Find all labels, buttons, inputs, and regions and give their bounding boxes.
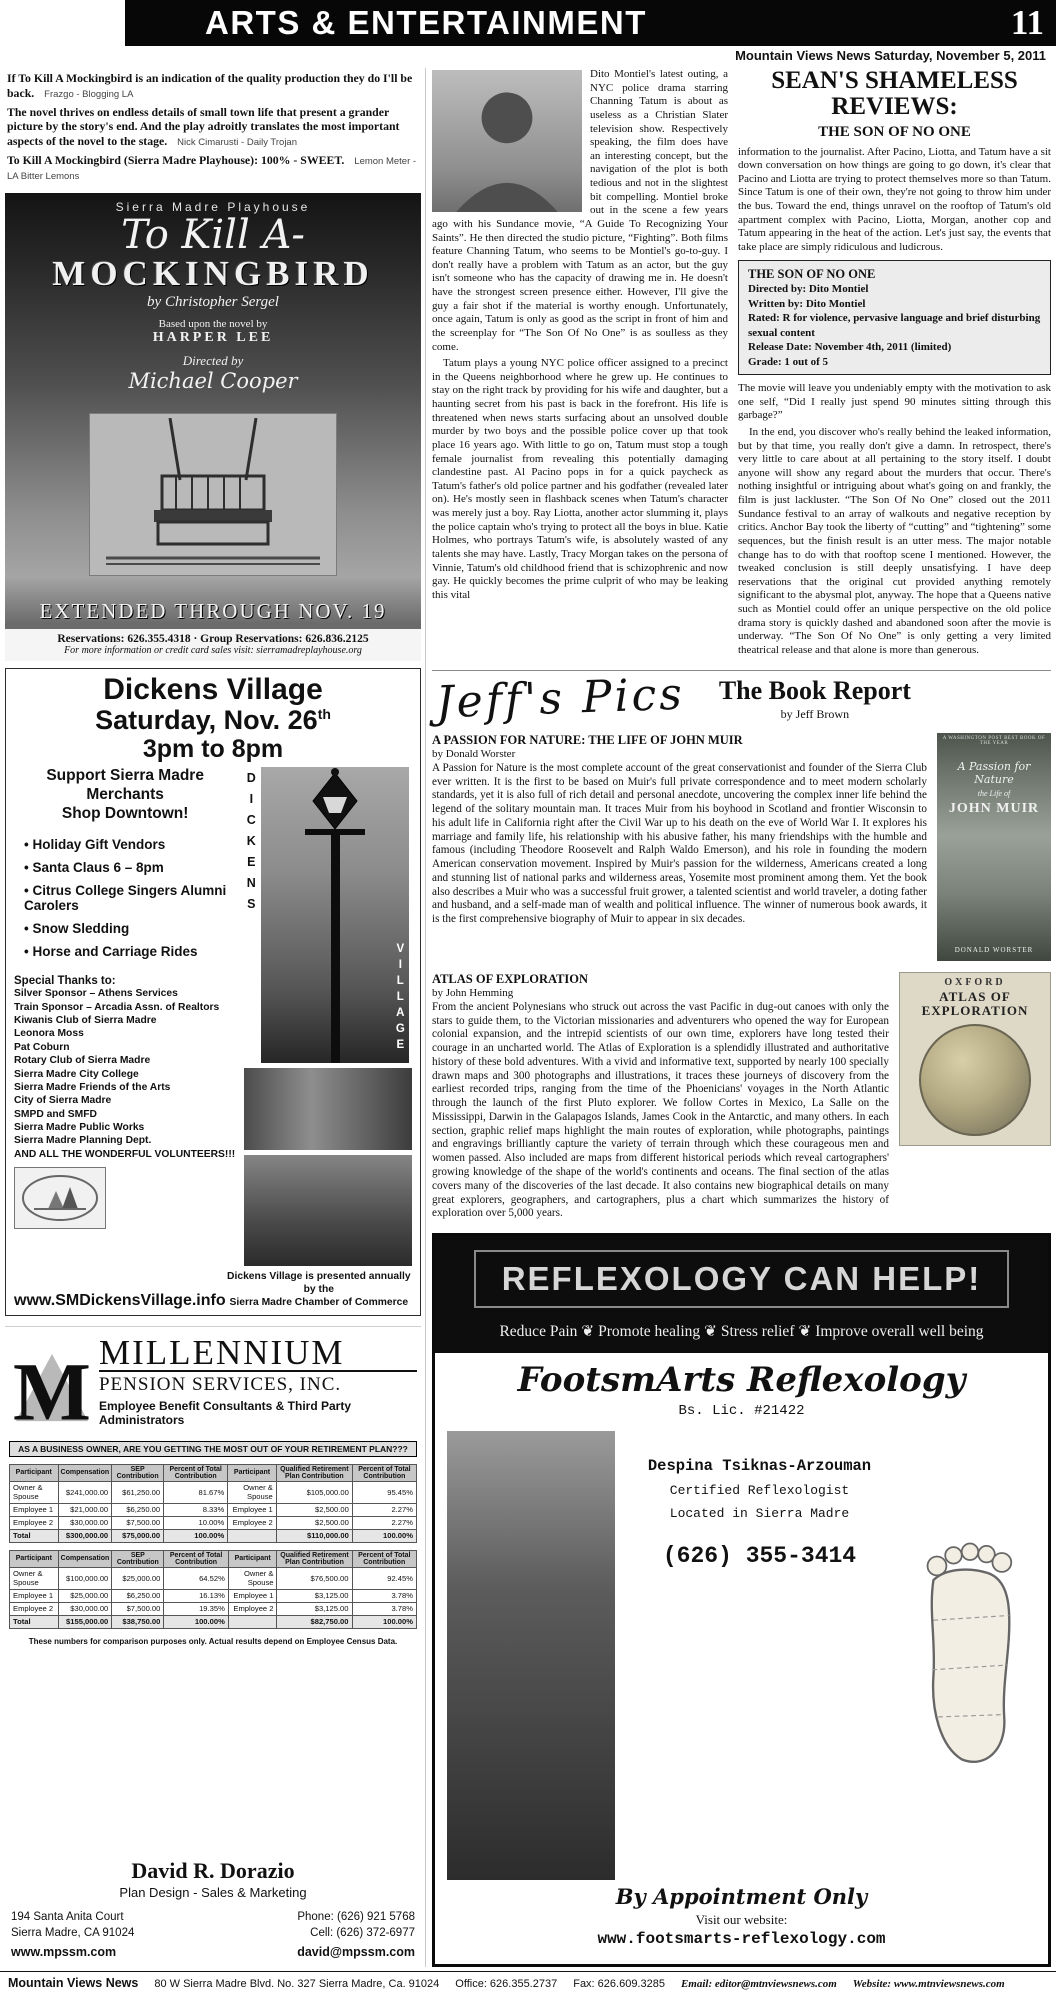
poster-artwork	[5, 393, 421, 595]
book-report-section	[432, 670, 1051, 1221]
dickens-credit-line1: Dickens Village is presented annually by the	[227, 1271, 411, 1295]
reflexology-header	[435, 1236, 1048, 1314]
attraction-item: • Snow Sledding	[24, 921, 236, 936]
jeffs-pics-logo: Jeff's Pics	[435, 668, 686, 728]
dickens-date-ordinal: th	[317, 706, 331, 723]
muir-review-text	[432, 733, 927, 961]
sean-review-section	[432, 68, 1051, 661]
movie-writer: Written by: Dito Montiel	[748, 297, 866, 310]
millennium-contact-role: Plan Design - Sales & Marketing	[119, 1885, 307, 1901]
attraction-item: • Horse and Carriage Rides	[24, 944, 236, 959]
quote-attribution: Frazgo - Blogging LA	[44, 88, 134, 100]
muir-cover-author: DONALD WORSTER	[954, 945, 1034, 954]
muir-cover-subtitle: the Life of	[977, 788, 1011, 798]
chamber-logo-graphic	[20, 1173, 100, 1223]
sponsor-item: City of Sierra Madre	[14, 1095, 112, 1107]
atlas-book-cover	[899, 972, 1051, 1146]
right-column	[425, 68, 1051, 1967]
chamber-of-commerce-logo	[14, 1167, 106, 1229]
muir-cover-title: A Passion for Nature	[957, 759, 1031, 786]
millennium-name-block	[98, 1332, 417, 1431]
review-paragraph: Tatum plays a young NYC police officer assigned to a precinct in the Queens neighborhood where he grew up. He continues to stay on the right track by providing for his wife and daughter, but a haunting secret from his past is back in the forefront. His life is threatened when news starts surfacing about an unsolved double murder by two boys and the possible police cover up that took place 16 years ago. With little to go on, Tatum must stop a tough female journalist from revealing this potentially damaging clandestine past. Al Pacino pops in for a quick paycheck as Tatum's father's old police partner and his godfather (revealed later on). He's mostly seen in flashback scenes when Tatum's character was merely just a boy. Ray Liotta, another actor slumming it, plays the police captain who's trying to protect all the boys in blue. Katie Holmes, who portrays Tatum's wife, is absolutely wasted of any talents she may have. Lastly, Tracy Morgan takes on the persona of Vinnie, Tatum's old childhood friend that is schizophrenic and now gay. He quickly becomes the prime culprit of who may be leaking this vital	[432, 357, 728, 601]
muir-cover-name: JOHN MUIR	[948, 800, 1040, 816]
dickens-date-text: Saturday, Nov. 26	[95, 705, 318, 736]
footer-office-phone: Office: 626.355.2737	[455, 1978, 558, 1990]
foot-chart-illustration	[904, 1431, 1036, 1880]
reflexology-footer	[447, 1880, 1036, 1960]
sponsor-item: Sierra Madre Planning Dept.	[14, 1135, 152, 1147]
review-quote	[7, 153, 419, 183]
dickens-footer	[14, 1271, 412, 1310]
atlas-heading: ATLAS OF EXPLORATION	[432, 971, 589, 986]
atlas-body: From the ancient Polynesians who struck out across the vast Pacific in dug-out canoes with only the stars to guide them, to the Victorian missionaries and adventurers who opened the way for European colonial expansion, and the intrepid scientists of our own time, explorers have long tested their courage in an uncharted world. The Atlas of Exploration is a splendidly illustrated and authoritative history of these bold adventures. With a vivid and informative text, supported by nearly 100 specially drawn maps and 300 photographs and illustrations, it traces these journeys of discovery from the earliest recorded trips, ranging from the time of the Phoenicians' voyages in the North Atlantic through the launch of the first Pluto explorer. We follow Cortes in Mexico, La Salle on the Mississippi, Darwin in the Galapagos Islands, James Cook in the Antarctic, and many others. In each section, graphic relief maps highlight the main routes of exploration, while photographs, paintings and engravings brilliantly capture the variety of terrain through which these courageous men and women passed. Also included are maps from different historical periods which reveal cartographers' growing knowledge of the shape of the world's continents and oceans. The final section of the atlas covers many of the discoveries of the last decade. It also contains new biographical details on many great explorers, geographers, and cartographers, plus a chart which summarizes the history of exploration over 5,000 years.	[432, 1000, 889, 1220]
quote-attribution: Nick Cimarusti - Daily Trojan	[177, 137, 297, 149]
poster-title-main: MOCKINGBIRD	[52, 253, 374, 293]
table-row: Owner & Spouse $241,000.00 $61,250.00 81.67% Owner & Spouse $105,000.00 95.45%	[10, 1481, 417, 1503]
sponsor-item: Sierra Madre City College	[14, 1068, 139, 1080]
reflexologist-credential: Certified Reflexologist	[669, 1482, 850, 1498]
poster-footer	[5, 629, 421, 661]
review-paragraph: Dito Montiel's latest outing, a NYC police drama starring Channing Tatum is about as useless as a Christian Slater television show. Respectively speaking, the film does have an interesting concept, but the navigation of the plot is both tedious and not in the slightest bit compelling. Montiel broke out in the scene a few years ago with his Sundance movie, “A Guide To Recognizing Your Saints”. He then directed the studio picture, “Fighting”. Both films feature Channing Tatum, who seems to be Montiel's go-to-guy. I don't really have a problem with Tatum as an actor, but the guy isn't someone who has the capacity of drawing me in. He doesn't have the strongest screen presence either. However, I'll give the guy a fair shot if the material is worthy enough. Unfortunately, once again, Tatum is only as good as the script in front of him and the screenplay for “The Son Of No One” is as soulless as they come.	[432, 68, 728, 353]
street-lamp-icon	[261, 767, 409, 1063]
playhouse-poster	[5, 193, 421, 661]
movie-title: THE SON OF NO ONE	[748, 266, 876, 281]
reflexology-license: Bs. Lic. #21422	[678, 1402, 805, 1419]
table-header-row: Participant Compensation SEP Contribution Percent of Total Contribution Participant Qualified Retirement Plan Contribution Percent of Total Contribution	[10, 1550, 417, 1567]
poster-extended-notice: EXTENDED THROUGH NOV. 19	[39, 598, 387, 623]
masthead-dateline: Mountain Views News Saturday, November 5, 2011	[735, 48, 1046, 63]
movie-release-date: Release Date: November 4th, 2011 (limited)	[748, 341, 952, 354]
page-footer	[0, 1971, 1056, 1996]
footer-email: Email: editor@mtnviewsnews.com	[680, 1978, 837, 1990]
reflexologist-photo	[447, 1431, 615, 1880]
retirement-plan-table-1	[9, 1464, 417, 1543]
sean-column-1	[432, 68, 728, 661]
reflexology-content-row	[447, 1431, 1036, 1880]
horse-carriage-photo	[244, 1068, 412, 1149]
dickens-village-ad	[5, 668, 421, 1316]
attraction-item: • Holiday Gift Vendors	[24, 837, 236, 852]
porch-swing-drawing	[100, 418, 326, 566]
reflexologist-location: Located in Sierra Madre	[669, 1505, 850, 1521]
poster-based-on: Based upon the novel by	[158, 318, 268, 331]
millennium-contact-block	[9, 1910, 417, 1965]
atlas-review-text	[432, 972, 889, 1221]
millennium-logo-row	[9, 1332, 417, 1431]
page-number: 11	[1010, 3, 1044, 42]
atlas-cover-title: ATLAS OF EXPLORATION	[921, 988, 1029, 1019]
table-row: Total $155,000.00 $38,750.00 100.00% $82,750.00 100.00%	[10, 1615, 417, 1628]
muir-author: by Donald Worster	[432, 747, 516, 760]
reflexologist-info	[629, 1431, 890, 1880]
reflexology-website-label: Visit our website:	[695, 1912, 788, 1927]
muir-cover-banner: A WASHINGTON POST BEST BOOK OF THE YEAR	[942, 735, 1046, 746]
millennium-logo	[9, 1339, 95, 1431]
foot-outline-icon	[915, 1540, 1025, 1770]
millennium-address-block	[11, 1910, 134, 1961]
lamp-photo	[261, 767, 409, 1063]
millennium-email: david@mpssm.com	[297, 1945, 415, 1960]
sponsor-item: SMPD and SMFD	[14, 1108, 97, 1120]
book-review-atlas	[432, 972, 1051, 1221]
review-paragraph: The movie will leave you undeniably empty with the motivation to ask one self, “Did I really just spend 90 minutes sitting through this garbage?”	[738, 382, 1051, 422]
table-row: Total $300,000.00 $75,000.00 100.00% $110,000.00 100.00%	[10, 1529, 417, 1542]
millennium-phone-block	[297, 1910, 415, 1961]
attraction-item: • Citrus College Singers Alumni Carolers	[24, 883, 236, 913]
book-review-muir	[432, 733, 1051, 961]
sponsor-item: Train Sponsor – Arcadia Assn. of Realtors	[14, 1001, 220, 1013]
footer-website: Website: www.mtnviewsnews.com	[852, 1978, 1005, 1990]
reflexologist-name: Despina Tsiknas-Arzouman	[647, 1456, 872, 1475]
page-header	[0, 0, 1056, 66]
review-paragraph: information to the journalist. After Pacino, Liotta, and Tatum have a sit down conversation on how things are going to go down, it's clear that Pacino and Liotta are trying to protect themselves more so than Tatum. Since Tatum is one of their own, they're not going to throw him under the bus. Toward the end, things unravel on the rooftop of Tatum's old apartment complex with Pacino, Liotta, Morgan, another cop and Tatum appearing in the heat of the action. Let's just say, the events that take place are simply ridiculous and ludicrous.	[738, 145, 1051, 253]
poster-venue: Sierra Madre Playhouse	[115, 199, 311, 214]
sponsor-item: Rotary Club of Sierra Madre	[14, 1055, 151, 1067]
movie-grade: Grade: 1 out of 5	[748, 355, 829, 368]
dickens-title: Dickens Village	[103, 672, 323, 706]
section-title: ARTS & ENTERTAINMENT	[205, 4, 647, 41]
review-paragraph: In the end, you discover who's really behind the leaked information, but by that time, you really don't give a damn. In retrospect, there's very little to care about at all pertaining to the story itself. I doubt anyone will show any regard about the murders that occur. There's nothing insightful or intriguing about what's going on and frankly, the film is just lackluster. “The Son Of No One” closed out the 2011 Sundance festival to an array of walkouts and negative reception by critics. Anchor Bay took the liberty of “cutting” and “tightening” some sequences, but the finish result is an utter mess. The major notable change has to do with that rooftop scene I mentioned. However, the tweaked conclusion is still deeply unsatisfying. I have deep reservations that the original cut provided anything remotely significant to the abysmal plot, anyway. The hope that a Queens native such as Montiel could offer an unique perspective on the old police drama story is quickly dashed and abandoned soon after the movie is underway. “The Son Of No One” is only getting a very limited theatrical release and that alone is more than generous.	[738, 425, 1051, 656]
sean-review-title: SEAN'S SHAMELESS REVIEWS:	[771, 67, 1018, 121]
atlas-cover-publisher: OXFORD	[944, 976, 1006, 988]
poster-reservations: Reservations: 626.355.4318 · Group Reservations: 626.836.2125	[57, 632, 369, 645]
table-header-row: Participant Compensation SEP Contribution Percent of Total Contribution Participant Qualified Retirement Plan Contribution Percent of Total Contribution	[10, 1464, 417, 1481]
dickens-left-column	[14, 767, 236, 1266]
atlas-author: by John Hemming	[432, 986, 514, 999]
review-quote	[7, 105, 419, 149]
poster-info-line: For more information or credit card sales visit: sierramadreplayhouse.org	[64, 644, 362, 656]
left-column	[5, 68, 421, 1967]
sponsor-item: Kiwanis Club of Sierra Madre	[14, 1015, 157, 1027]
millennium-website: www.mpssm.com	[11, 1945, 117, 1960]
dickens-credit	[226, 1271, 412, 1310]
sean-columns	[432, 68, 1051, 661]
book-report-title-block	[718, 675, 911, 722]
dickens-website: www.SMDickensVillage.info	[14, 1291, 226, 1309]
millennium-cell: Cell: (626) 372-6977	[310, 1926, 415, 1939]
millennium-subtitle: PENSION SERVICES, INC.	[98, 1373, 342, 1395]
quote-text: The novel thrives on endless details of small town life that present a grander picture by the story's end. And the play adroitly translates the most important aspects of the novel to the stage.	[7, 104, 400, 149]
muir-heading: A PASSION FOR NATURE: THE LIFE OF JOHN MUIR	[432, 732, 743, 747]
retirement-plan-table-2	[9, 1550, 417, 1629]
footer-address: 80 W Sierra Madre Blvd. No. 327 Sierra Madre, Ca. 91024	[154, 1978, 440, 1990]
dickens-support-line1: Support Sierra Madre Merchants	[46, 767, 204, 804]
reflexology-appointment: By Appointment Only	[615, 1884, 868, 1909]
millennium-contact-name: David R. Dorazio	[131, 1858, 295, 1884]
millennium-banner: AS A BUSINESS OWNER, ARE YOU GETTING THE MOST OUT OF YOUR RETIREMENT PLAN???	[9, 1441, 417, 1457]
section-banner	[125, 0, 1056, 46]
mockingbird-review-quotes	[5, 68, 421, 193]
santa-photo	[244, 1155, 412, 1266]
globe-map-graphic	[919, 1024, 1031, 1136]
sponsor-item: Leonora Moss	[14, 1028, 84, 1040]
table-row: Owner & Spouse $100,000.00 $25,000.00 64.52% Owner & Spouse $76,500.00 92.45%	[10, 1567, 417, 1589]
attraction-item: • Santa Claus 6 – 8pm	[24, 860, 236, 875]
reflexology-business-name: FootsmArts Reflexology	[517, 1360, 966, 1401]
poster-title-script: To Kill A-	[121, 211, 305, 258]
millennium-phone: Phone: (626) 921 5768	[297, 1911, 415, 1924]
table-row: Employee 1 $25,000.00 $6,250.00 16.13% Employee 1 $3,125.00 3.78%	[10, 1589, 417, 1602]
reflexology-ad	[432, 1233, 1051, 1967]
sean-review-subtitle: THE SON OF NO ONE	[818, 123, 971, 140]
reflexology-headline: REFLEXOLOGY CAN HELP!	[474, 1250, 1010, 1308]
table-row: Employee 2 $30,000.00 $7,500.00 10.00% Employee 2 $2,500.00 2.27%	[10, 1516, 417, 1529]
sponsor-item: Silver Sponsor – Athens Services	[14, 988, 178, 1000]
sponsor-item: AND ALL THE WONDERFUL VOLUNTEERS!!!	[14, 1148, 236, 1160]
village-vertical-text: VILLAGE	[394, 943, 407, 1056]
dickens-right-column	[244, 767, 412, 1266]
muir-body: A Passion for Nature is the most complete account of the great conservationist and founder of the Sierra Club ever written. It is the first to be based on Muir's full private correspondence and to meet modern scholarly standards, yet it is also full of rich detail and personal anecdote, uncovering the complex inner life behind the legend of the solitary mountain man. It traces Muir from his boyhood in Scotland and frontier Wisconsin to his adult life in California right after the Civil War up to his death on the eve of World War I. It explores his marriage and family life, his relationship with his abusive father, his many friendships with the humble and famous (including Theodore Roosevelt and Ralph Waldo Emerson), and his role in founding the modern American conservation movement. Inspired by Muir's passion for the wilderness, Americans created a long and stunning list of national parks and wilderness areas, Yosemite most prominent among them. Yet the book also describes a Muir who was a successful fruit grower, a talented scientist and world traveler, a doting father and husband, and a self-made man of wealth and political influence. The winner of numerous book awards, it is the first comprehensive biography of Muir to appear in six decades.	[432, 761, 927, 926]
millennium-address-line2: Sierra Madre, CA 91024	[11, 1926, 135, 1939]
book-report-title: The Book Report	[718, 675, 911, 705]
sponsor-item: Sierra Madre Public Works	[14, 1122, 145, 1134]
quote-text: If To Kill A Mockingbird is an indication of the quality production they do I'll be back.	[7, 71, 413, 100]
dickens-sponsor-list	[14, 987, 236, 1161]
dickens-body	[14, 767, 412, 1266]
quote-attribution: Lemon Meter - LA Bitter Lemons	[7, 155, 417, 182]
footer-paper-name: Mountain Views News	[8, 1976, 139, 1990]
porch-swing-illustration	[89, 413, 337, 576]
book-report-header	[432, 668, 1051, 728]
movie-rating: Rated: R for violence, pervasive language and brief disturbing sexual content	[748, 312, 1041, 339]
reflexology-phone: (626) 355-3414	[662, 1542, 857, 1569]
millennium-tagline: Employee Benefit Consultants & Third Party Administrators	[98, 1398, 352, 1427]
sean-column-2	[738, 68, 1051, 661]
dickens-attractions-list	[14, 829, 236, 959]
sponsor-item: Pat Coburn	[14, 1041, 70, 1053]
quote-text: To Kill A Mockingbird (Sierra Madre Playhouse): 100% - SWEET.	[7, 152, 345, 167]
dickens-vertical-text: DICKENS	[244, 771, 259, 919]
table-row: Employee 2 $30,000.00 $7,500.00 19.35% Employee 2 $3,125.00 3.78%	[10, 1602, 417, 1615]
millennium-logo-letter: M	[13, 1345, 91, 1431]
poster-director: Michael Cooper	[128, 369, 298, 394]
reflexology-body	[435, 1353, 1048, 1964]
reviewer-photo	[432, 70, 582, 212]
millennium-pension-ad	[5, 1326, 421, 1967]
millennium-name: MILLENNIUM	[99, 1335, 417, 1372]
sponsor-item: Sierra Madre Friends of the Arts	[14, 1081, 171, 1093]
dickens-time: 3pm to 8pm	[142, 734, 284, 763]
book-report-byline: by Jeff Brown	[780, 706, 850, 721]
footer-fax: Fax: 626.609.3285	[573, 1978, 665, 1990]
dickens-credit-line2: Sierra Madre Chamber of Commerce	[229, 1296, 409, 1308]
poster-directed-by: Directed by	[182, 353, 244, 369]
table-row: Employee 1 $21,000.00 $6,250.00 8.33% Employee 1 $2,500.00 2.27%	[10, 1503, 417, 1516]
page-content	[0, 66, 1056, 1971]
dickens-support-line2: Shop Downtown!	[61, 804, 189, 822]
reflexology-website: www.footsmarts-reflexology.com	[597, 1930, 886, 1948]
millennium-disclaimer: These numbers for comparison purposes only. Actual results depend on Employee Census Data.	[28, 1636, 398, 1646]
muir-book-cover	[937, 733, 1051, 961]
dickens-thanks-heading: Special Thanks to:	[14, 975, 116, 988]
reflexology-benefits: Reduce Pain ❦ Promote healing ❦ Stress relief ❦ Improve overall well being	[435, 1314, 1048, 1353]
dickens-date	[14, 706, 412, 736]
review-quote	[7, 71, 419, 101]
person-silhouette-icon	[432, 70, 582, 212]
poster-novelist: HARPER LEE	[152, 330, 274, 346]
lamp-photo-block	[244, 767, 412, 1063]
movie-director: Directed by: Dito Montiel	[748, 283, 869, 295]
poster-playwright: by Christopher Sergel	[147, 294, 279, 311]
millennium-address-line1: 194 Santa Anita Court	[11, 1911, 124, 1924]
movie-info-box	[738, 260, 1051, 376]
